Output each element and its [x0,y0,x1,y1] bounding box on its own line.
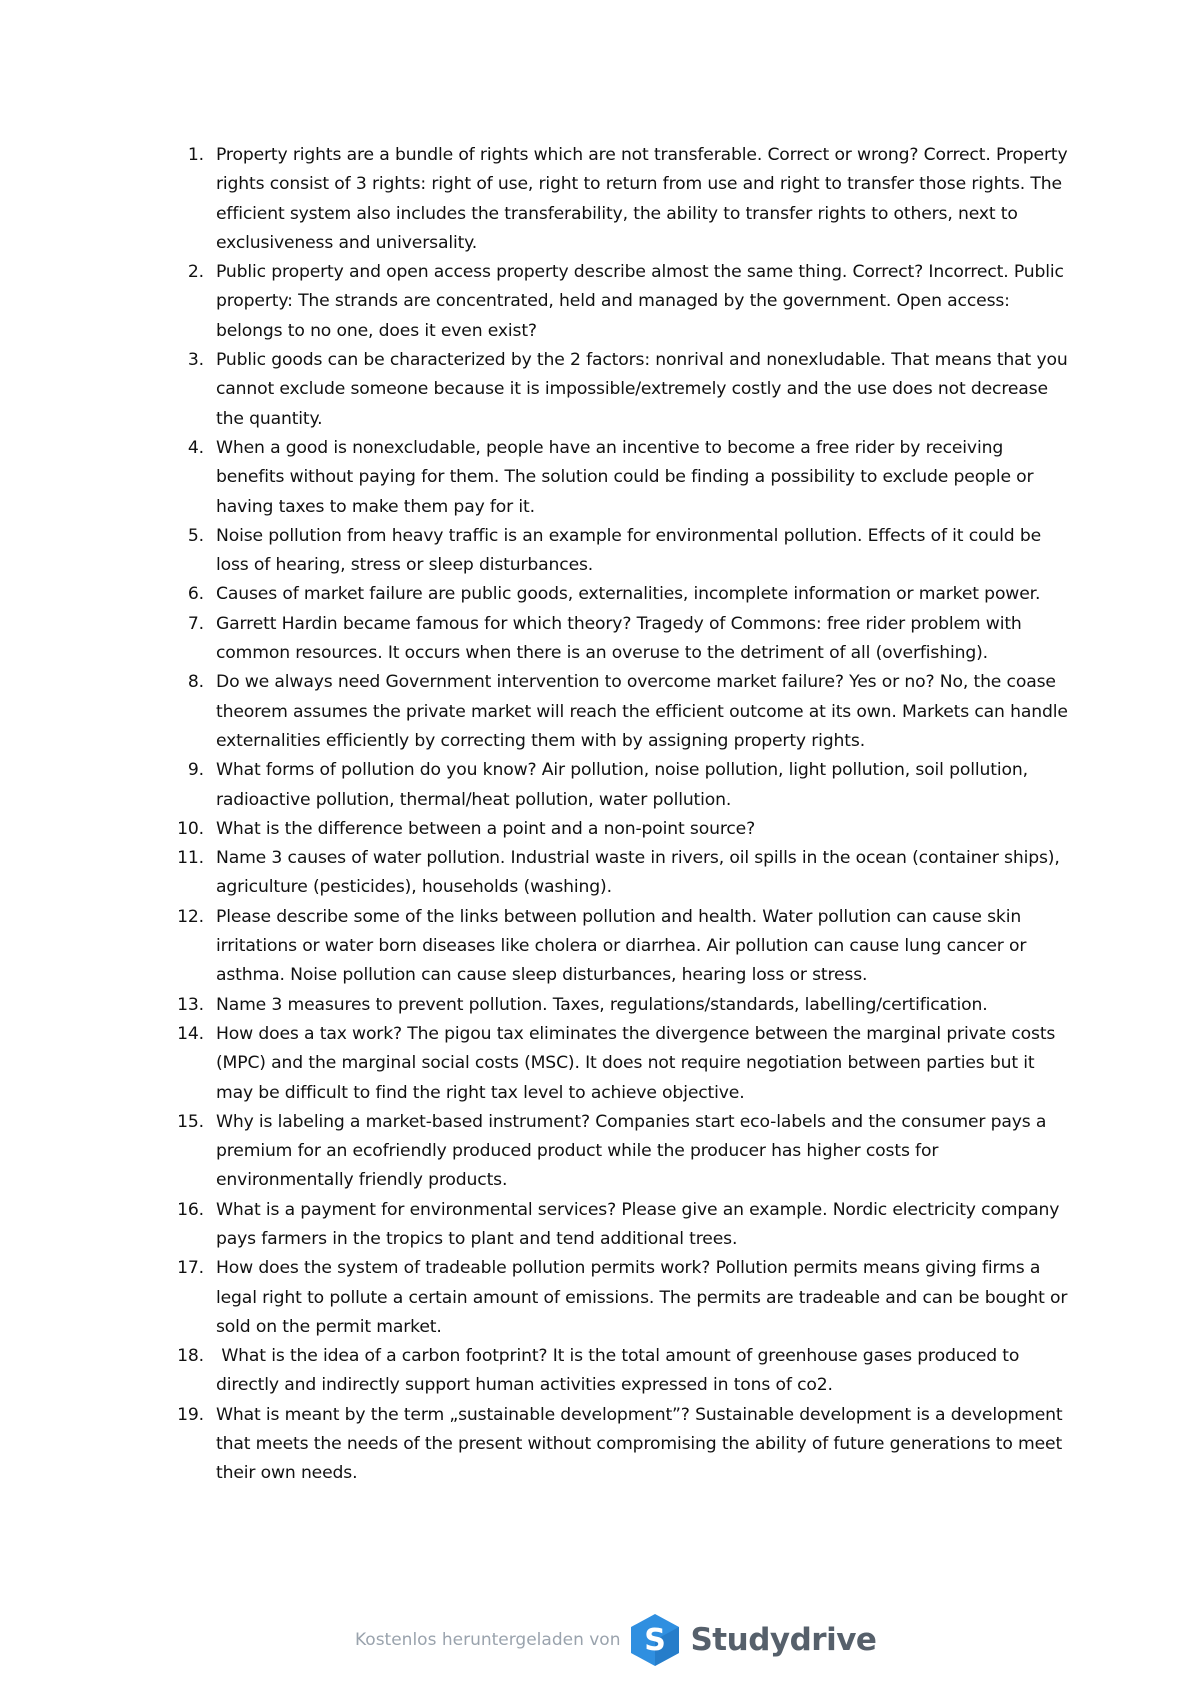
item-number: 6. [187,584,204,605]
item-number: 13. [177,994,204,1015]
item-text: Please describe some of the links between pollution and health. Water pollution can cause skin irritations or water born diseases like cholera or diarrhea. Air pollution can cause lung cancer or asthma. Noise pollution can cause sleep disturbances, hearing loss or stress. [216,906,1027,986]
item-number: 5. [187,525,204,546]
list-item [170,1342,1070,1401]
item-text: Noise pollution from heavy traffic is an example for environmental pollution. Effects of it could be loss of hearing, stress or sleep disturbances. [216,525,1042,576]
item-number: 8. [187,672,204,693]
list-item [170,1254,1070,1342]
list-item [170,522,1070,581]
list-item [170,1401,1070,1489]
list-item [170,668,1070,756]
list-item [170,844,1070,903]
list-item [170,258,1070,346]
item-text: Causes of market failure are public goods, externalities, incomplete information or market power. [216,584,1041,605]
item-text: Public property and open access property describe almost the same thing. Correct? Incorrect. Public property: The strands are concentrated, held and managed by the government. Open access: belongs to no one, does it even exist? [216,262,1064,341]
list-item [170,991,1070,1020]
list-item [170,756,1070,815]
question-answer-list [170,141,1070,1489]
item-text: What is the idea of a carbon footprint? It is the total amount of greenhouse gases produced to directly and indirectly support human activities expressed in tons of co2. [216,1346,1025,1396]
list-item [170,580,1070,609]
item-text: Why is labeling a market-based instrument? Companies start eco-labels and the consumer pays a premium for an ecofriendly produced product while the producer has higher costs for environmentally friendly products. [216,1111,1047,1191]
item-text: What is meant by the term „sustainable development”? Sustainable development is a development that meets the needs of the present without compromising the ability of future generations to meet their own needs. [216,1404,1063,1484]
item-number: 3. [187,350,204,371]
item-number: 12. [177,906,204,927]
item-text: Name 3 measures to prevent pollution. Taxes, regulations/standards, labelling/certification. [216,994,988,1015]
list-item [170,815,1070,844]
list-item [170,1020,1070,1108]
item-text: Property rights are a bundle of rights which are not transferable. Correct or wrong? Correct. Property rights consist of 3 rights: right of use, right to return from use and right to transfer those rights. The efficient system also includes the transferability, the ability to transfer rights to others, next to exclusiveness and universality. [216,145,1068,253]
item-text: Garrett Hardin became famous for which theory? Tragedy of Commons: free rider problem with common resources. It occurs when there is an overuse to the detriment of all (overfishing). [216,613,1022,664]
item-number: 19. [177,1404,204,1425]
item-text: What forms of pollution do you know? Air pollution, noise pollution, light pollution, soil pollution, radioactive pollution, thermal/heat pollution, water pollution. [216,760,1028,810]
item-number: 10. [177,818,204,839]
list-item [170,434,1070,522]
list-item [170,141,1070,258]
item-number: 2. [187,262,204,283]
item-number: 18. [177,1346,204,1367]
footer-caption: Kostenlos heruntergeladen von [355,1630,621,1650]
item-number: 15. [177,1111,204,1132]
list-item [170,1196,1070,1255]
item-text: Do we always need Government intervention to overcome market failure? Yes or no? No, the coase theorem assumes the private market will reach the efficient outcome at its own. Markets can handle externalities efficiently by correcting them with by assigning property rights. [216,672,1068,751]
brand-name: Studydrive [690,1622,877,1658]
item-text: How does a tax work? The pigou tax eliminates the divergence between the marginal private costs (MPC) and the marginal social costs (MSC). It does not require negotiation between parties but it may be difficult to find the right tax level to achieve objective. [216,1023,1056,1103]
item-number: 1. [187,145,204,165]
item-text: Public goods can be characterized by the 2 factors: nonrival and nonexludable. That means that you cannot exclude someone because it is impossible/extremely costly and the use does not decrease the quantity. [216,350,1068,429]
item-number: 11. [177,848,204,869]
item-text: What is the difference between a point and a non-point source? [216,818,756,839]
list-item [170,1108,1070,1196]
list-item [170,903,1070,991]
studydrive-logo-icon [628,1612,682,1668]
item-text: When a good is nonexcludable, people have an incentive to become a free rider by receiving benefits without paying for them. The solution could be finding a possibility to exclude people or having taxes to make them pay for it. [216,437,1034,517]
item-text: Name 3 causes of water pollution. Industrial waste in rivers, oil spills in the ocean (container ships), agriculture (pesticides), households (washing). [216,848,1060,898]
item-number: 7. [187,613,204,634]
item-number: 16. [177,1199,204,1220]
item-number: 4. [187,437,204,458]
item-number: 14. [177,1023,204,1044]
download-footer [355,1612,875,1668]
list-item [170,346,1070,434]
logo-letter: S [644,1623,667,1658]
item-text: How does the system of tradeable pollution permits work? Pollution permits means giving firms a legal right to pollute a certain amount of emissions. The permits are tradeable and can be bought or sold on the permit market. [216,1258,1068,1337]
item-number: 17. [177,1258,204,1279]
item-text: What is a payment for environmental services? Please give an example. Nordic electricity company pays farmers in the tropics to plant and tend additional trees. [216,1199,1060,1249]
item-number: 9. [187,760,204,781]
list-item [170,610,1070,669]
